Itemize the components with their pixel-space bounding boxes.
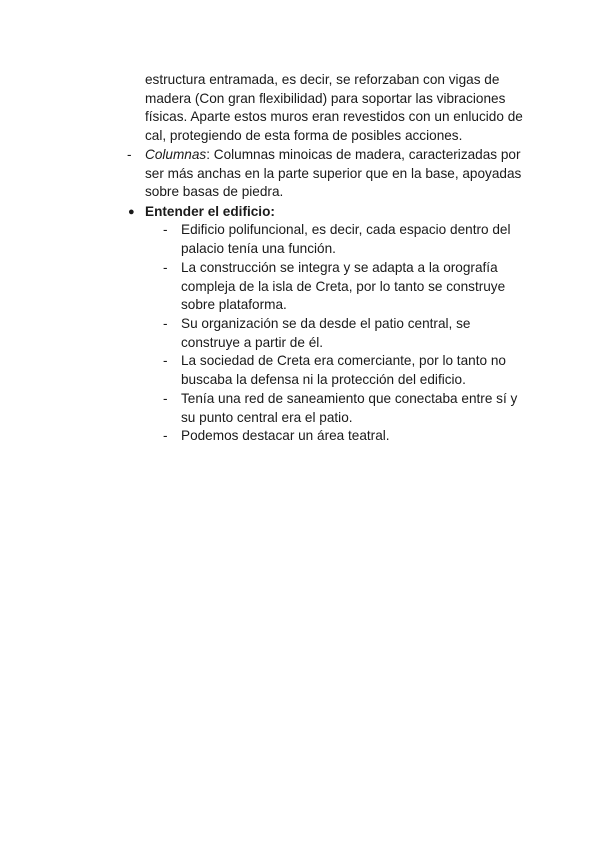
dash-marker: -	[163, 353, 168, 368]
list-item-text: Su organización se da desde el patio central, se construye a partir de él.	[181, 316, 471, 350]
continued-paragraph: estructura entramada, es decir, se reforzaban con vigas de madera (Con gran flexibilidad) para soportar las vibraciones físicas. Aparte estos muros eran revestidos con un enlucido de cal, protegiendo de esta forma de posibles acciones.	[145, 72, 523, 143]
list-item-text: Edificio polifuncional, es decir, cada espacio dentro del palacio tenía una función.	[181, 222, 511, 256]
list-item-text: Podemos destacar un área teatral.	[181, 428, 390, 443]
dash-marker: -	[127, 147, 132, 162]
section-heading: Entender el edificio:	[145, 204, 275, 219]
columnas-text	[145, 146, 530, 202]
columnas-description: : Columnas minoicas de madera, caracterizadas por ser más anchas en la parte superior que en la base, apoyadas sobre basas de piedra.	[145, 147, 522, 200]
dash-marker: -	[163, 316, 168, 331]
columnas-term: Columnas	[145, 147, 207, 162]
bullet-marker: ●	[128, 206, 135, 218]
list-item-text: Tenía una red de saneamiento que conectaba entre sí y su punto central era el patio.	[181, 391, 518, 425]
list-item-text: La construcción se integra y se adapta a la orografía compleja de la isla de Creta, por lo tanto se construye sobre plataforma.	[181, 260, 506, 313]
list-item-text: La sociedad de Creta era comerciante, por lo tanto no buscaba la defensa ni la protección del edificio.	[181, 353, 506, 387]
dash-marker: -	[163, 222, 168, 237]
dash-marker: -	[163, 391, 168, 406]
dash-marker: -	[163, 428, 168, 443]
dash-marker: -	[163, 260, 168, 275]
